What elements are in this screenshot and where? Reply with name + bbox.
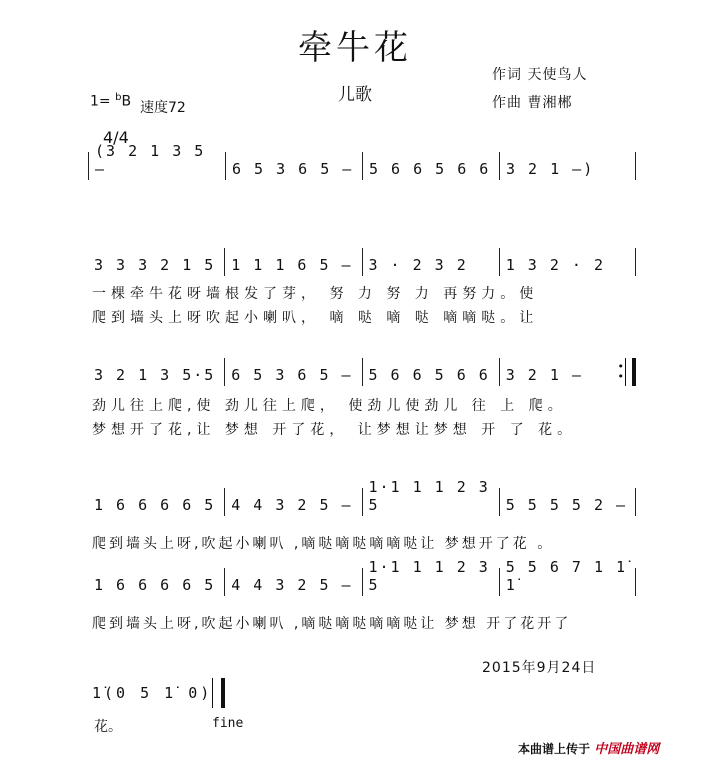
upload-footer xyxy=(518,738,659,757)
composer-credit: 作曲 曹湘郴 xyxy=(492,95,573,111)
repeat-barline xyxy=(632,358,636,386)
key-flat-sign: b xyxy=(115,92,122,103)
score-system-2 xyxy=(88,248,636,330)
measure xyxy=(362,248,499,276)
measure-notes: 4 4 3 2 5 — xyxy=(231,576,353,594)
measure-notes: 1 3 2 · 2 xyxy=(505,256,606,274)
lyric-text: 爬到墙头上呀,吹起小喇叭 ,嘀哒嘀哒嘀嘀哒让 梦想开了花 。 xyxy=(92,536,555,552)
measure xyxy=(499,488,636,516)
measure xyxy=(499,358,636,386)
measure xyxy=(499,558,636,596)
measure xyxy=(362,358,499,386)
measure-notes: 1 1 1 6 5 — xyxy=(231,256,353,274)
lyric-line xyxy=(88,282,636,306)
measure-notes: 3 2 1 3 5·5 xyxy=(94,366,216,384)
measure xyxy=(88,568,224,596)
measure-notes: 1 6 6 6 6 5 xyxy=(94,496,216,514)
staff-row xyxy=(88,358,636,386)
measure-notes: 6 5 3 6 5 — xyxy=(231,366,353,384)
measure xyxy=(88,248,224,276)
staff-row xyxy=(88,478,636,516)
coda-lyric: 花。 xyxy=(94,719,122,735)
measure xyxy=(499,248,636,276)
lyric-text: 爬到墙头上呀,吹起小喇叭 ,嘀哒嘀哒嘀嘀哒让 梦想 开了花开了 xyxy=(92,616,572,632)
measure xyxy=(224,568,361,596)
staff-row xyxy=(88,558,636,596)
staff-row xyxy=(88,248,636,276)
score-system-5 xyxy=(88,558,636,636)
composition-date: 2015年9月24日 xyxy=(482,660,597,676)
lyric-text: 劲儿往上爬,使 劲儿往上爬， 使劲儿使劲儿 往 上 爬。 xyxy=(92,398,567,414)
measure-notes: 3 2 1 — xyxy=(505,366,583,384)
measure-notes: 5 6 6 5 6 6 xyxy=(368,366,490,384)
tempo-marking: 速度72 xyxy=(140,100,186,116)
measure-notes: 5 5 5 5 2 — xyxy=(505,496,628,514)
upload-text: 本曲谱上传于 xyxy=(518,742,591,756)
lyric-text: 爬到墙头上呀吹起小喇叭， 嘀 哒 嘀 哒 嘀嘀哒。让 xyxy=(92,310,539,326)
barline xyxy=(635,568,636,596)
lyricist-credit: 作词 天使鸟人 xyxy=(492,67,588,83)
measure-notes: 5 6 6 5 6 6 xyxy=(369,160,491,178)
measure-notes: 1 6 6 6 6 5 xyxy=(94,576,216,594)
final-barline xyxy=(212,678,225,708)
key-note: B xyxy=(121,93,132,110)
measure xyxy=(362,558,499,596)
measure xyxy=(88,358,224,386)
song-subtitle: 儿歌 xyxy=(338,85,372,105)
measure-notes: 3 3 3 2 1 5 xyxy=(94,256,216,274)
lyric-line xyxy=(88,306,636,330)
measure xyxy=(88,488,224,516)
barline xyxy=(635,152,636,180)
lyric-text: 一棵牵牛花呀墙根发了芽， 努 力 努 力 再努力。使 xyxy=(92,286,539,302)
measure-notes: 5 5 6 7 1 1̇ 1̇ xyxy=(505,558,628,594)
measure-notes: 4 4 3 2 5 — xyxy=(231,496,353,514)
lyric-line xyxy=(88,394,636,418)
lyric-line xyxy=(88,532,636,556)
key-signature xyxy=(90,92,131,110)
measure xyxy=(224,488,361,516)
site-logo: 中国曲谱网 xyxy=(594,742,660,757)
measure xyxy=(362,152,499,180)
measure xyxy=(89,142,225,180)
measure-notes: 1·1 1 1 2 3 5 xyxy=(368,478,490,514)
lyric-line xyxy=(88,418,636,442)
lyric-text: 梦想开了花,让 梦想 开了花， 让梦想让梦想 开 了 花。 xyxy=(92,422,577,438)
score-system-1 xyxy=(88,142,636,180)
measure xyxy=(362,478,499,516)
barline xyxy=(635,248,636,276)
measure-notes: 1·1 1 1 2 3 5 xyxy=(368,558,490,594)
song-title: 牵牛花 xyxy=(298,28,412,68)
score-system-4 xyxy=(88,478,636,556)
repeat-dots: • • xyxy=(617,360,624,383)
time-signature: 4/4 xyxy=(103,128,129,147)
measure-notes: 6 5 3 6 5 — xyxy=(232,160,354,178)
coda-notes: 1̇(0 5 1̇ 0) xyxy=(92,684,213,702)
measure-notes: 3 2 1 —) xyxy=(506,160,595,178)
fine-marking: fine xyxy=(212,716,244,731)
barline xyxy=(635,488,636,516)
measure xyxy=(499,152,636,180)
score-system-3 xyxy=(88,358,636,442)
key-prefix: 1= xyxy=(90,93,116,110)
measure xyxy=(224,248,361,276)
measure xyxy=(224,358,361,386)
staff-row xyxy=(88,142,636,180)
measure-notes: (3 2 1 3 5 — xyxy=(95,142,206,178)
measure-notes: 3 · 2 3 2 xyxy=(368,256,468,274)
lyric-line xyxy=(88,612,636,636)
measure xyxy=(225,152,362,180)
